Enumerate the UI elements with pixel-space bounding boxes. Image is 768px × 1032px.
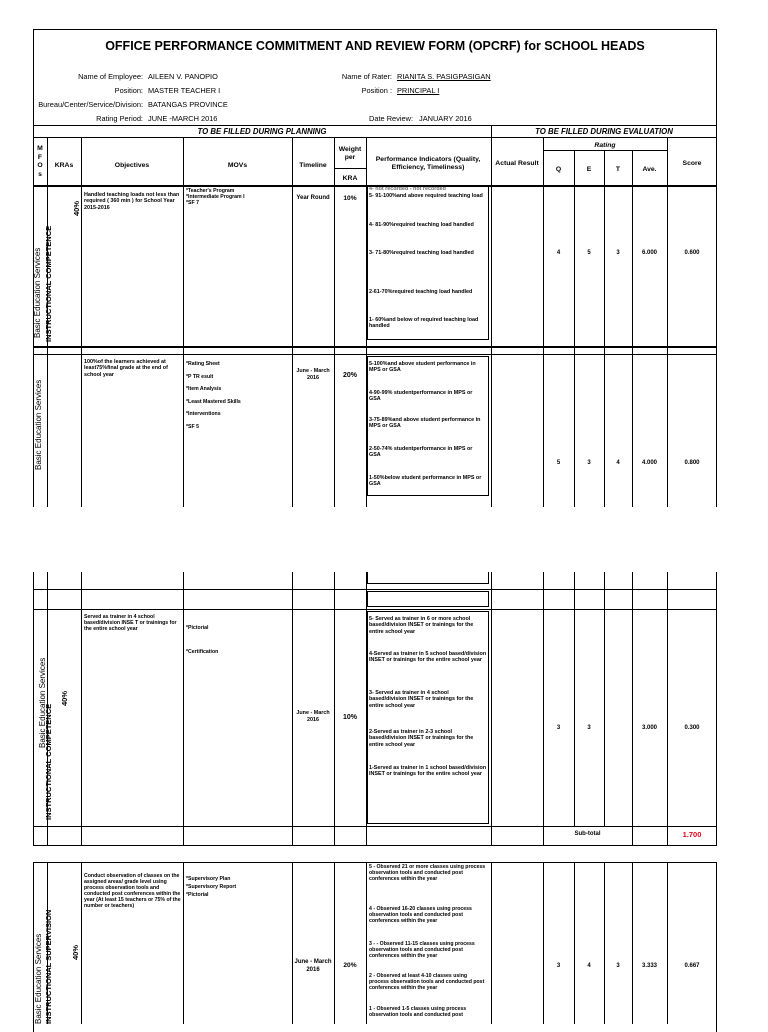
kra-label: INSTRUCTIONAL COMPETENCE: [44, 703, 53, 820]
mfos-letter: O: [37, 162, 43, 169]
q-value: 4: [556, 250, 561, 256]
indicator-top-text: 4- not recorded - not recorded: [369, 186, 446, 191]
rule: [334, 862, 335, 1024]
rule: [632, 862, 633, 1024]
kra-weight: 40%: [71, 944, 80, 960]
rule: [667, 572, 668, 846]
rule: [491, 125, 492, 137]
e-value: 3: [587, 725, 591, 731]
mov-item: *Interventions: [186, 411, 221, 417]
indicator-text: 3-75-89%and above student performance in MPS or GSA: [369, 417, 481, 430]
indicators-header: Performance Indicators (Quality, Efficiency, Timeliness): [375, 156, 481, 171]
indicator-text: 5-100%and above student performance in MPS or GSA: [369, 361, 476, 374]
bureau-label: Bureau/Center/Service/Division:: [38, 100, 143, 109]
kra-weight: 40%: [72, 200, 81, 216]
indicator-text: 4-Served as trainer in 5 school based/division INSET or trainings for the entire school year: [369, 651, 487, 664]
rule: [33, 609, 717, 610]
indicator-text: 5- 91-100%and above required teaching load: [369, 193, 483, 199]
rule: [183, 572, 184, 846]
kra-label: INSTRUCTIONAL COMPETENCE: [44, 225, 53, 342]
rater-position-value: PRINCIPAL I: [397, 86, 440, 95]
rule: [667, 137, 668, 507]
rule: [574, 150, 575, 507]
indicator-box: [367, 572, 489, 584]
mov-item: *SF 7: [186, 200, 199, 206]
mov-item: *P TR esult: [186, 373, 214, 380]
rule: [33, 589, 717, 590]
ave-value: 3.000: [641, 725, 657, 731]
objective-text: Served as trainer in 4 school based/division INSE T or trainings for the entire school year: [84, 614, 177, 632]
evaluation-banner: TO BE FILLED DURING EVALUATION: [535, 127, 673, 136]
e-value: 4: [587, 963, 591, 969]
rule: [334, 168, 366, 169]
q-value: 3: [556, 963, 561, 969]
rule: [33, 346, 717, 348]
rule: [183, 137, 184, 507]
score-value: 0.600: [684, 250, 700, 256]
score-header: Score: [682, 160, 702, 167]
mfos-header: [33, 145, 47, 179]
rule: [604, 862, 605, 1024]
subtotal-value: 1.700: [682, 830, 702, 839]
indicator-text: 3- Served as trainer in 4 school based/division INSET or trainings for the entire school year: [369, 690, 474, 709]
position-value: MASTER TEACHER I: [148, 86, 221, 95]
rater-position-label: Position :: [361, 86, 392, 95]
kra-weight: 40%: [60, 690, 69, 706]
q-header: Q: [555, 166, 562, 173]
kras-header: KRAs: [54, 162, 74, 169]
subtotal-label: Sub-total: [574, 831, 601, 837]
indicator-text: 2-50-74% studentperformance in MPS or GSA: [369, 446, 473, 459]
rule: [667, 862, 668, 1024]
timeline-value: June - March 2016: [296, 710, 330, 723]
indicator-text: 1-50%below student performance in MPS or GSA: [369, 475, 482, 488]
ave-value: 6.000: [641, 250, 657, 256]
rule: [604, 572, 605, 826]
score-value: 0.667: [684, 963, 700, 969]
rule: [366, 862, 367, 1024]
mov-item: *Least Mastered Skills: [186, 398, 241, 405]
score-value: 0.300: [684, 725, 700, 731]
rule: [632, 150, 633, 507]
mov-list: [186, 188, 290, 206]
date-label: Date Review:: [369, 114, 413, 123]
e-value: 5: [587, 250, 591, 256]
rule: [292, 862, 293, 1024]
objective-text: Conduct observation of classes on the assigned areas/ grade level using process observation tools and conducted post conferences within the year (At least 15 teachers or 75% of the number or teachers): [84, 873, 181, 909]
rule: [183, 862, 184, 1024]
mov-list: [186, 875, 290, 899]
rule: [543, 862, 544, 1024]
rule: [33, 137, 717, 138]
rule: [491, 572, 492, 846]
mfos-letter: s: [38, 170, 42, 178]
position-label: Position:: [114, 86, 143, 95]
rule: [632, 572, 633, 846]
weight-value: 20%: [343, 962, 357, 969]
date-value: JANUARY 2016: [419, 114, 472, 123]
indicator-text: 2-Served as trainer in 2-3 school based/division INSET or trainings for the entire school year: [369, 729, 474, 748]
mov-item: *Pictorial: [186, 625, 209, 631]
rule: [491, 137, 492, 507]
bureau-value: BATANGAS PROVINCE: [148, 100, 228, 109]
mov-item: *Rating Sheet: [186, 361, 220, 367]
e-value: 3: [587, 460, 591, 466]
rule: [81, 862, 82, 1024]
planning-banner: TO BE FILLED DURING PLANNING: [197, 127, 327, 136]
mov-item: *Supervisory Report: [186, 884, 237, 890]
rule: [33, 354, 717, 355]
mov-item: *Supervisory Plan: [186, 876, 231, 882]
rule: [33, 826, 717, 827]
rule: [81, 137, 82, 507]
t-value: 3: [616, 963, 620, 969]
rule: [81, 572, 82, 846]
weight-header: Weight per: [338, 146, 362, 161]
period-label: Rating Period:: [96, 114, 143, 123]
indicator-text: 5- Served as trainer in 6 or more school based/division INSET or trainings for the entire school year: [369, 616, 474, 635]
score-value: 0.800: [684, 460, 700, 466]
rule: [334, 572, 335, 846]
q-value: 5: [556, 460, 561, 466]
form-title: OFFICE PERFORMANCE COMMITMENT AND REVIEW FORM (OPCRF) for SCHOOL HEADS: [105, 39, 645, 53]
objectives-header: Objectives: [114, 162, 150, 169]
indicator-box: [367, 591, 489, 607]
mfos-letter: M: [37, 145, 43, 152]
rule: [491, 862, 492, 1024]
indicator-text: 4 - Observed 16-20 classes using process observation tools and conducted post conferences within the year: [369, 906, 472, 924]
mov-item: *Intermediate Program I: [186, 194, 245, 200]
period-value: JUNE -MARCH 2016: [148, 114, 218, 123]
ave-header: Ave.: [642, 166, 657, 173]
rule: [292, 137, 293, 507]
t-header: T: [615, 166, 621, 173]
objective-text: Handled teaching loads not less than required ( 360 min ) for School Year 2015-2016: [84, 192, 180, 211]
timeline-value: June - March 2016: [294, 959, 332, 973]
rule: [292, 572, 293, 846]
indicator-text: 4-90-99% studentperformance in MPS or GSA: [369, 390, 473, 403]
rule: [604, 150, 605, 507]
rule: [543, 150, 667, 151]
indicator-box: [367, 611, 489, 824]
indicator-text: 3- 71-80%required teaching load handled: [369, 250, 474, 256]
mfo-label: Basic Education Services: [33, 247, 42, 338]
rule: [574, 572, 575, 826]
actual-result-header: Actual Result: [495, 160, 539, 167]
kra-label: INSTRUCTIONAL SUPERVISION: [44, 909, 53, 1024]
rule: [574, 862, 575, 1024]
indicator-text: 1 - Observed 1-5 classes using process observation tools and conducted post: [369, 1006, 467, 1018]
mfo-label: Basic Education Services: [34, 379, 43, 470]
mov-item: *Pictorial: [186, 892, 209, 898]
mov-item: *SF 5: [186, 423, 199, 430]
rating-header: Rating: [594, 142, 616, 149]
indicator-text: 1- 60%and below of required teaching load handled: [369, 317, 479, 330]
rule: [543, 137, 544, 507]
mov-item: *Teacher's Program: [186, 188, 235, 194]
e-header: E: [586, 166, 592, 173]
ave-value: 4.000: [641, 460, 657, 466]
employee-value: AILEEN V. PANOPIO: [148, 72, 218, 81]
timeline-header: Timeline: [299, 162, 327, 169]
mov-item: *Item Analysis: [186, 386, 222, 392]
mfo-label: Basic Education Services: [38, 657, 47, 748]
q-value: 3: [556, 725, 561, 731]
t-value: 4: [616, 460, 620, 466]
ave-value: 3.333: [641, 963, 657, 969]
rater-label: Name of Rater:: [341, 72, 392, 81]
t-value: 3: [616, 250, 620, 256]
indicator-text: 5 - Observed 21 or more classes using process observation tools and conducted post conferences within the year: [369, 864, 486, 882]
mov-list: [186, 358, 290, 433]
timeline-value: Year Round: [296, 195, 330, 201]
employee-label: Name of Employee:: [78, 72, 143, 81]
rule: [334, 137, 335, 507]
rule: [33, 125, 717, 126]
timeline-value: June - March 2016: [296, 368, 330, 381]
mov-list: [186, 616, 290, 664]
weight-value: 10%: [342, 714, 357, 721]
movs-header: MOVs: [227, 162, 248, 169]
indicator-text: 3 - - Observed 11-15 classes using process observation tools and conducted post conferences within the year: [369, 941, 475, 959]
indicator-text: 2 - Observed at least 4-10 classes using process observation tools and conducted post conferences within the year: [369, 973, 485, 991]
indicator-text: 2-61-70%required teaching load handled: [369, 289, 473, 295]
weight-kra-header: KRA: [342, 175, 358, 182]
weight-value: 20%: [342, 372, 357, 379]
rater-value: RIANITA S. PASIGPASIGAN: [397, 72, 491, 81]
rule: [543, 572, 544, 846]
indicator-text: 4- 81-90%required teaching load handled: [369, 222, 474, 228]
indicator-text: 1-Served as trainer in 1 school based/division INSET or trainings for the entire school year: [369, 765, 487, 778]
mfo-label: Basic Education Services: [34, 933, 43, 1024]
mov-item: *Certification: [186, 649, 219, 655]
mfos-letter: F: [37, 153, 43, 161]
objective-text: 100%of the learners achieved at least75%final grade at the end of school year: [84, 359, 168, 378]
weight-value: 10%: [343, 195, 357, 202]
